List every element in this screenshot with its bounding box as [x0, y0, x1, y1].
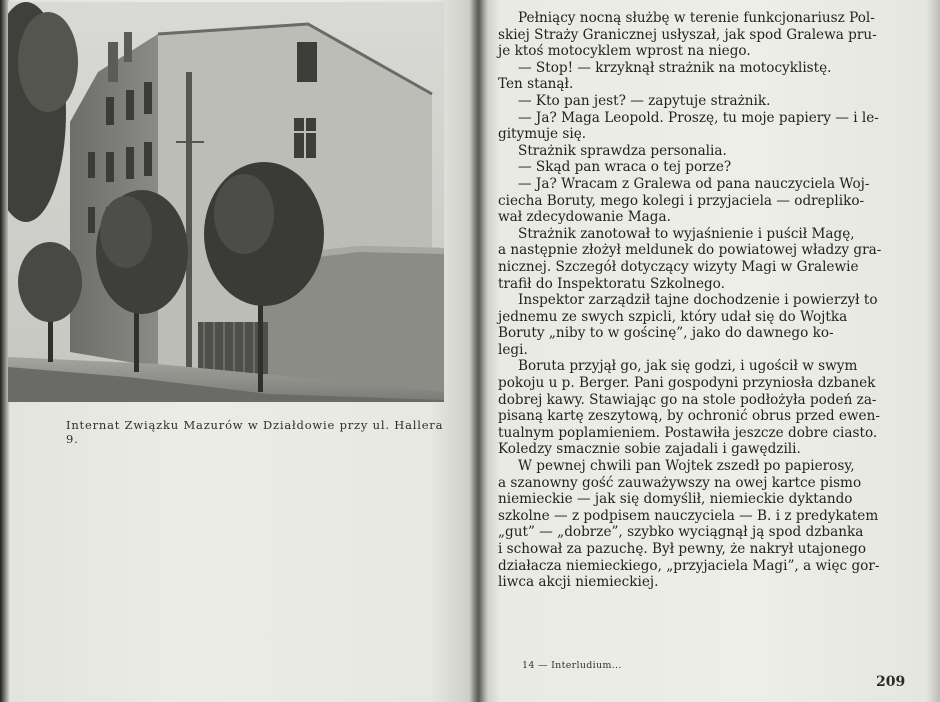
text-line: dobrej kawy. Stawiając go na stole podłożyła podeń za- [498, 391, 877, 408]
text-line: pokoju u p. Berger. Pani gospodyni przyniosła dzbanek [498, 375, 876, 392]
text-line: Inspektor zarządził tajne dochodzenie i powierzył to [518, 292, 878, 309]
right-page [478, 0, 940, 702]
text-line: Koledzy smacznie sobie zajadali i gawędzili. [498, 441, 801, 458]
text-line: i schował za pazuchę. Był pewny, że nakrył utajonego [498, 541, 867, 557]
text-line: legi. [498, 341, 528, 358]
text-line: ciecha Boruty, mego kolegi i przyjaciela — odrepliko- [498, 192, 865, 209]
text-line: Boruty „niby to w gościnę”, jako do dawnego ko- [498, 325, 834, 342]
book-gutter [470, 0, 488, 702]
text-line: — Stop! — krzyknął strażnik na motocyklistę. [518, 59, 832, 76]
text-line: W pewnej chwili pan Wojtek zszedł po papierosy, [518, 458, 855, 475]
text-line: gitymuje się. [498, 126, 587, 143]
text-line: tualnym poplamieniem. Postawiła jeszcze dobre ciasto. [498, 424, 878, 441]
text-line: „gut” — „dobrze”, szybko wyciągnął ją spod dzbanka [498, 524, 864, 541]
text-line: je ktoś motocyklem wprost na niego. [498, 43, 751, 60]
text-line: niemieckie — jak się domyślił, niemieckie dyktando [498, 491, 853, 508]
text-line: Boruta przyjął go, jak się godzi, i ugościł w swym [518, 358, 858, 375]
text-line: Strażnik sprawdza personalia. [518, 142, 727, 159]
text-line: a następnie złożył meldunek do powiatowej władzy gra- [498, 242, 882, 259]
text-line: jednemu ze swych szpicli, który udał się do Wojtka [498, 308, 848, 325]
photo-caption: Internat Związku Mazurów w Działdowie przy ul. Hallera 9. [66, 418, 444, 446]
text-line: nicznej. Szczegół dotyczący wizyty Magi w Gralewie [498, 258, 859, 275]
text-line: Strażnik zanotował to wyjaśnienie i puścił Magę, [518, 225, 855, 242]
text-line: trafił do Inspektoratu Szkolnego. [498, 275, 725, 292]
text-line: szkolne — z podpisem nauczyciela — B. i z predykatem [498, 507, 879, 524]
text-line: — Ja? Maga Leopold. Proszę, tu moje papiery — i le- [518, 109, 879, 126]
text-line: Pełniący nocną służbę w terenie funkcjonariusz Pol- [518, 10, 875, 26]
text-line: działacza niemieckiego, „przyjaciela Magi”, a więc gor- [498, 557, 880, 574]
text-line: Ten stanął. [498, 76, 574, 93]
text-line: liwca akcji niemieckiej. [498, 574, 659, 591]
text-line: skiej Straży Granicznej usłyszał, jak spod Gralewa pru- [498, 26, 877, 43]
text-line: — Kto pan jest? — zapytuje strażnik. [518, 92, 771, 109]
signature-mark: 14 — Interludium... [522, 660, 622, 671]
text-line: wał zdecydowanie Maga. [498, 209, 671, 226]
text-line: a szanowny gość zauważywszy na owej kartce pismo [498, 474, 862, 491]
text-line: — Skąd pan wraca o tej porze? [518, 159, 732, 176]
page-number: 209 [876, 674, 906, 690]
body-text [498, 10, 918, 591]
building-photograph [8, 2, 444, 402]
text-line: pisaną kartę zeszytową, by ochronić obrus przed ewen- [498, 408, 880, 425]
text-line: — Ja? Wracam z Gralewa od pana nauczyciela Woj- [518, 175, 870, 192]
